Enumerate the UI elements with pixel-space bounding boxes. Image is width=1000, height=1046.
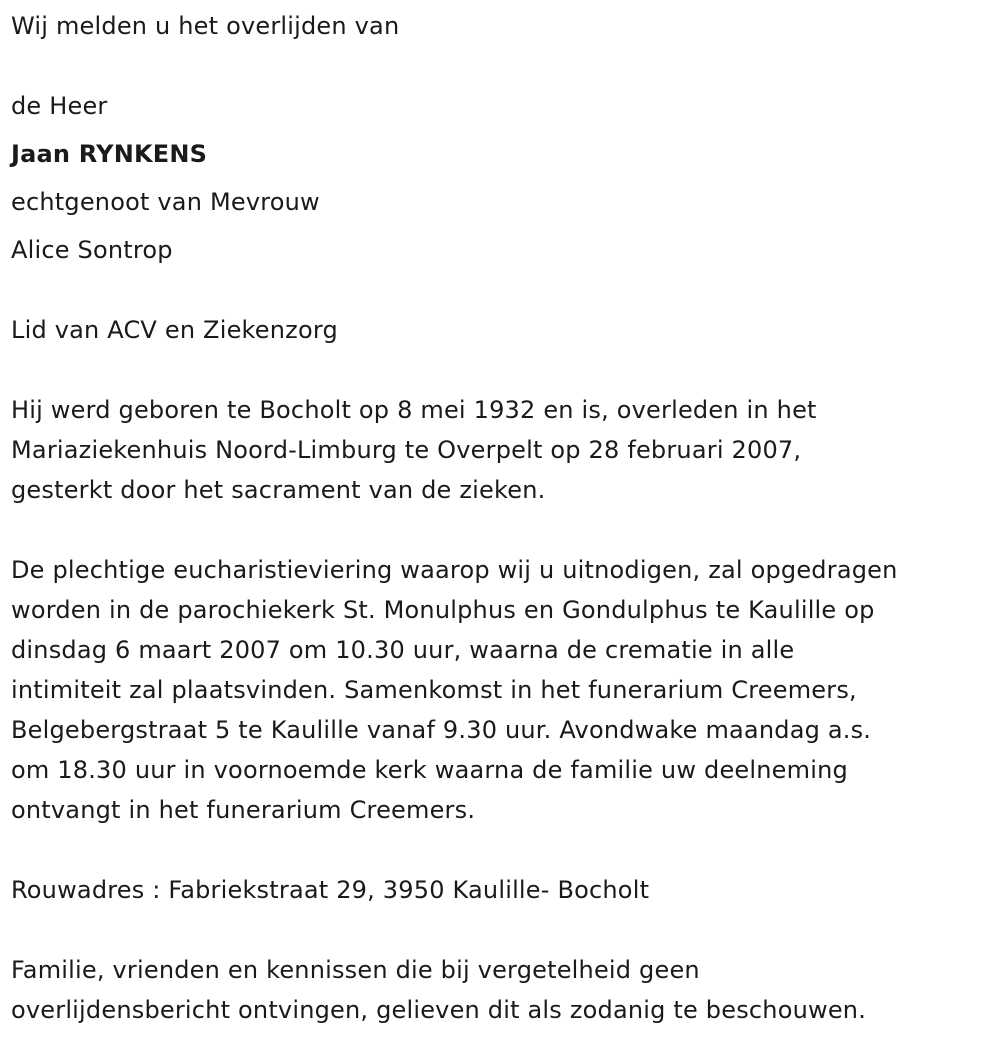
- salutation: de Heer: [11, 92, 108, 120]
- ceremony-line-2: worden in de parochiekerk St. Monulphus en Gondulphus te Kaulille op: [11, 596, 875, 624]
- membership-text: Lid van ACV en Ziekenzorg: [11, 316, 338, 344]
- spouse-line-2: Alice Sontrop: [11, 236, 173, 264]
- ceremony-line-3: dinsdag 6 maart 2007 om 10.30 uur, waarna de crematie in alle: [11, 636, 795, 664]
- deceased-name: Jaan RYNKENS: [11, 140, 208, 168]
- ceremony-line-7: ontvangt in het funerarium Creemers.: [11, 796, 476, 824]
- ceremony-line-4: intimiteit zal plaatsvinden. Samenkomst in het funerarium Creemers,: [11, 676, 857, 704]
- birth-death-line-2: Mariaziekenhuis Noord-Limburg te Overpelt op 28 februari 2007,: [11, 436, 802, 464]
- ceremony-line-1: De plechtige eucharistieviering waarop wij u uitnodigen, zal opgedragen: [11, 556, 898, 584]
- mourning-address: Rouwadres : Fabriekstraat 29, 3950 Kaulille- Bocholt: [11, 876, 650, 904]
- spouse-line-1: echtgenoot van Mevrouw: [11, 188, 320, 216]
- closing-line-2: overlijdensbericht ontvingen, gelieven dit als zodanig te beschouwen.: [11, 996, 867, 1024]
- birth-death-line-1: Hij werd geboren te Bocholt op 8 mei 1932 en is, overleden in het: [11, 396, 817, 424]
- ceremony-line-5: Belgebergstraat 5 te Kaulille vanaf 9.30 uur. Avondwake maandag a.s.: [11, 716, 872, 744]
- ceremony-line-6: om 18.30 uur in voornoemde kerk waarna de familie uw deelneming: [11, 756, 848, 784]
- birth-death-line-3: gesterkt door het sacrament van de zieken.: [11, 476, 546, 504]
- closing-line-1: Familie, vrienden en kennissen die bij vergetelheid geen: [11, 956, 700, 984]
- intro-text: Wij melden u het overlijden van: [11, 12, 400, 40]
